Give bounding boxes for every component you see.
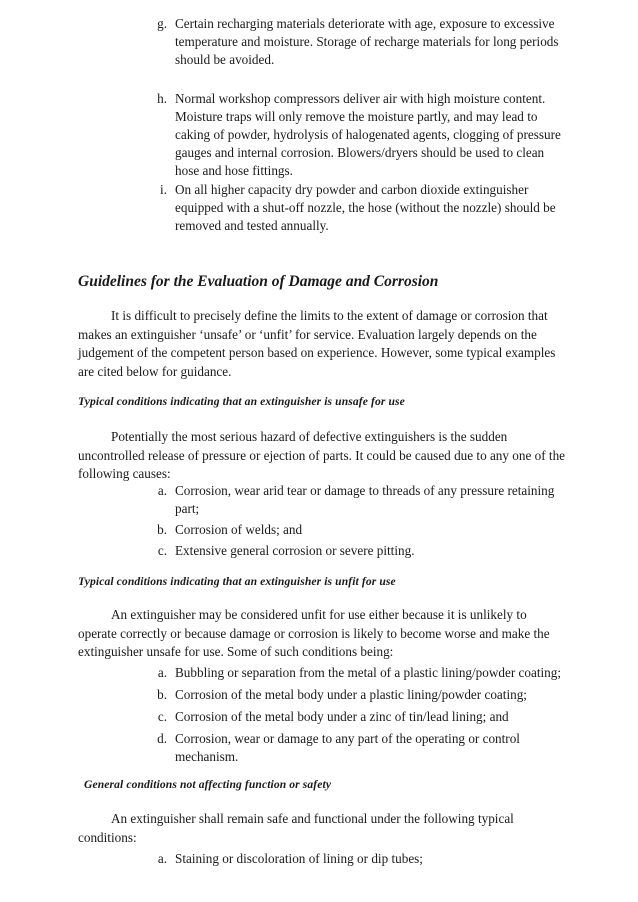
list-item xyxy=(0,664,638,682)
list-item xyxy=(0,708,638,726)
list-text: Corrosion of welds; and xyxy=(175,522,303,537)
unfit-paragraph: An extinguisher may be considered unfit for use either because it is unlikely to operate correctly or because damage or corrosion is likely to become worse and make the extinguisher unsafe for use. Some of such conditions being: xyxy=(78,607,550,659)
list-text: On all higher capacity dry powder and carbon dioxide extinguisher equipped with a shut-off nozzle, the hose (without the nozzle) should be removed and tested annually. xyxy=(175,182,556,233)
list-text: Certain recharging materials deteriorate with age, exposure to excessive temperature and moisture. Storage of recharge materials for long periods should be avoided. xyxy=(175,16,559,67)
list-item xyxy=(0,15,638,69)
list-marker: b. xyxy=(157,522,167,537)
list-item xyxy=(0,482,638,518)
list-text: Extensive general corrosion or severe pitting. xyxy=(175,543,415,558)
list-item xyxy=(0,850,638,868)
general-heading: General conditions not affecting function or safety xyxy=(84,778,332,791)
list-item xyxy=(0,730,638,766)
list-text: Bubbling or separation from the metal of a plastic lining/powder coating; xyxy=(175,665,562,680)
unfit-heading: Typical conditions indicating that an extinguisher is unfit for use xyxy=(78,575,396,588)
section-title: Guidelines for the Evaluation of Damage and Corrosion xyxy=(78,273,439,290)
list-text: Corrosion, wear or damage to any part of the operating or control mechanism. xyxy=(175,731,520,764)
list-marker: g. xyxy=(157,16,167,31)
list-marker: c. xyxy=(157,543,167,558)
unsafe-heading: Typical conditions indicating that an extinguisher is unsafe for use xyxy=(78,395,405,408)
list-marker: h. xyxy=(157,91,167,106)
list-item xyxy=(0,181,638,235)
list-marker: a. xyxy=(157,483,167,498)
unsafe-paragraph: Potentially the most serious hazard of defective extinguishers is the sudden uncontrolled release of pressure or ejection of parts. It could be caused due to any one of the following causes: xyxy=(78,429,566,481)
list-text: Staining or discoloration of lining or dip tubes; xyxy=(175,851,423,866)
list-marker: b. xyxy=(157,687,167,702)
general-paragraph: An extinguisher shall remain safe and functional under the following typical conditions: xyxy=(78,811,514,845)
intro-paragraph: It is difficult to precisely define the limits to the extent of damage or corrosion that makes an extinguisher ‘unsafe’ or ‘unfit’ for service. Evaluation largely depends on the judgement of the competent person based on experience. However, some typical examples are cited below for guidance. xyxy=(78,308,556,379)
list-marker: a. xyxy=(157,851,167,866)
list-text: Normal workshop compressors deliver air with high moisture content. Moisture traps will only remove the moisture partly, and may lead to caking of powder, hydrolysis of halogenated agents, clogging of pressure gauges and internal corrosion. Blowers/dryers should be used to clean hose and hose fittings. xyxy=(175,91,561,178)
list-item xyxy=(0,686,638,704)
list-marker: d. xyxy=(157,731,167,746)
list-item xyxy=(0,521,638,539)
list-text: Corrosion, wear arid tear or damage to threads of any pressure retaining part; xyxy=(175,483,555,516)
list-marker: i. xyxy=(160,182,167,197)
list-marker: c. xyxy=(157,709,167,724)
list-item xyxy=(0,542,638,560)
list-marker: a. xyxy=(157,665,167,680)
list-item xyxy=(0,90,638,180)
list-text: Corrosion of the metal body under a zinc of tin/lead lining; and xyxy=(175,709,509,724)
list-text: Corrosion of the metal body under a plastic lining/powder coating; xyxy=(175,687,527,702)
